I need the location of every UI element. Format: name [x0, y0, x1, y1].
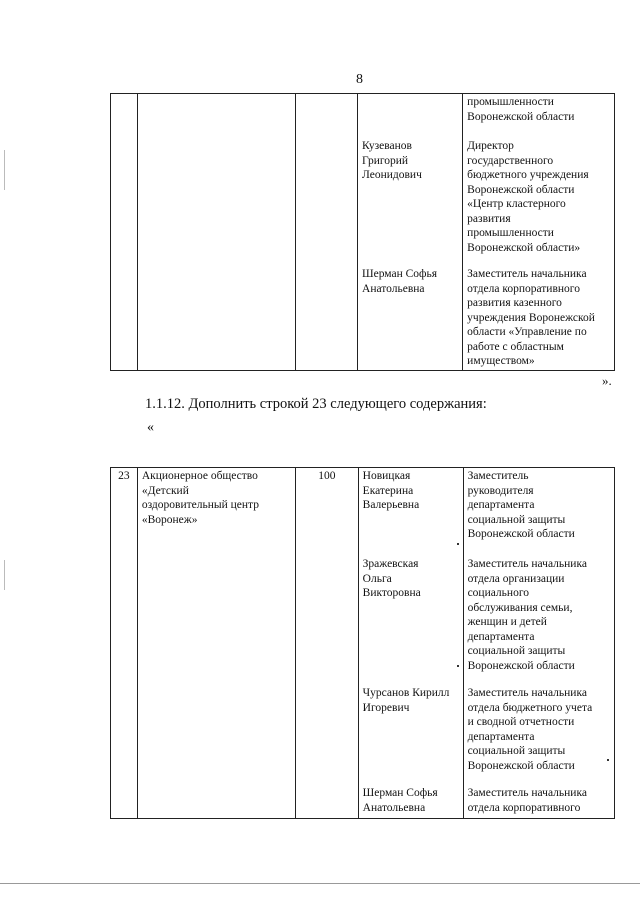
scan-bottom-edge: [0, 883, 640, 884]
person-name: Шерман Софья Анатольевна: [362, 268, 438, 295]
organization-cell: Акционерное общество «Детский оздоровительный центр «Воронеж»: [137, 468, 295, 819]
person-name: Кузеванов Григорий Леонидович: [362, 140, 422, 181]
scan-speck: [607, 759, 609, 761]
person-position: Заместитель начальника отдела корпоративного: [467, 787, 587, 814]
person-position: Заместитель начальника отдела бюджетного учета и сводной отчетности департамента социальной защиты Воронежской области: [467, 687, 593, 772]
share-cell: [295, 94, 358, 371]
person-position: Директор государственного бюджетного учреждения Воронежской области «Центр кластерного развития промышленности Воронежской области»: [467, 140, 589, 254]
scan-speck: [457, 665, 459, 667]
person-name: Зражевская Ольга Викторовна: [362, 558, 421, 599]
table-row: [111, 94, 615, 371]
person-position: Заместитель начальника отдела организации социального обслуживания семьи, женщин и детей департамента социальной защиты Воронежской области: [467, 558, 587, 672]
positions-cell: [463, 468, 614, 819]
organization-cell: [137, 94, 295, 371]
row-number-cell: [111, 94, 138, 371]
person-position: промышленности Воронежской области: [467, 96, 575, 123]
opening-quote: «: [147, 420, 154, 435]
person-position: Заместитель начальника отдела корпоративного развития казенного учреждения Воронежской области «Управление по работе с областным имуществом»: [467, 268, 595, 367]
row-number-cell: 23: [111, 468, 138, 819]
share-cell: 100: [296, 468, 359, 819]
person-name: Чурсанов Кирилл Игоревич: [362, 687, 450, 714]
amendment-paragraph: 1.1.12. Дополнить строкой 23 следующего содержания:: [145, 396, 487, 412]
table-row: [111, 468, 615, 819]
scan-edge-mark: [4, 150, 5, 190]
names-cell: [358, 468, 463, 819]
closing-quote: ».: [602, 373, 612, 388]
page-number: 8: [356, 72, 363, 87]
person-name: Шерман Софья Анатольевна: [362, 787, 438, 814]
new-row-table: [110, 467, 615, 819]
person-position: Заместитель руководителя департамента социальной защиты Воронежской области: [467, 470, 575, 540]
names-cell: [358, 94, 463, 371]
scan-edge-mark: [4, 560, 5, 590]
positions-cell: [463, 94, 615, 371]
scan-speck: [457, 543, 459, 545]
person-name: Новицкая Екатерина Валерьевна: [362, 470, 420, 511]
continuation-table: [110, 93, 615, 371]
